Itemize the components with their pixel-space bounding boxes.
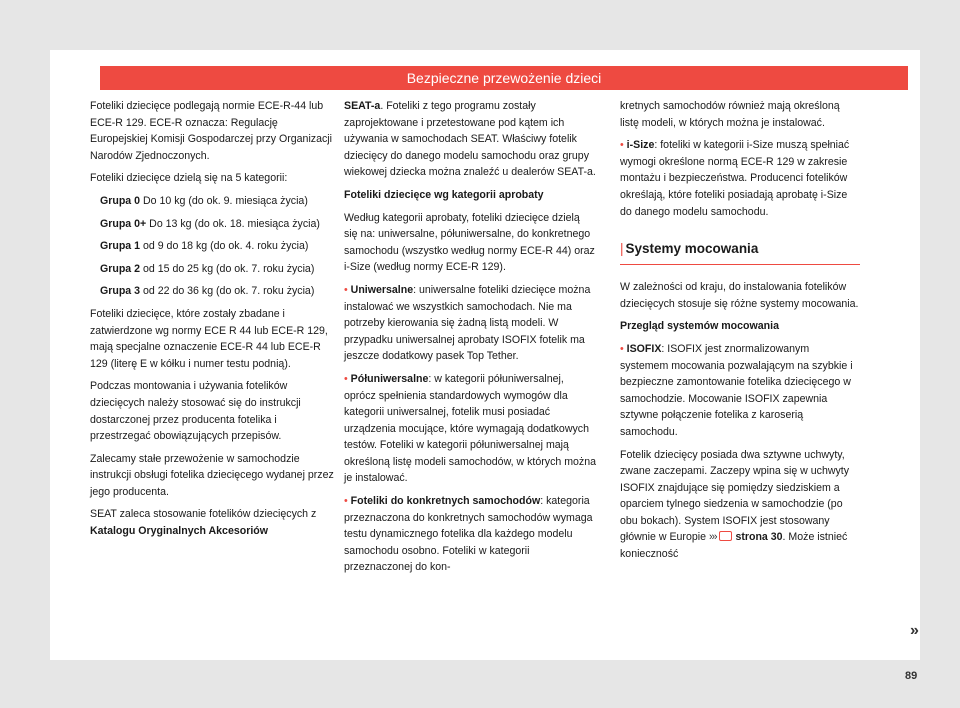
- reference-arrows-icon: ›››: [708, 531, 717, 544]
- bullet-item: [620, 137, 860, 220]
- catalog-name: Katalogu Oryginalnych Akcesoriów: [90, 525, 268, 538]
- column-right: [620, 98, 860, 569]
- group-item: [90, 261, 335, 278]
- bullet-item: [344, 371, 596, 487]
- paragraph: [620, 447, 860, 563]
- paragraph: Foteliki dziecięce dzielą się na 5 kategorii:: [90, 172, 288, 185]
- subheading: Foteliki dziecięce wg kategorii aprobaty: [344, 188, 544, 201]
- manual-page: [50, 50, 920, 682]
- bullet-icon: •: [620, 139, 624, 152]
- paragraph: [90, 506, 335, 539]
- page-header: Bezpieczne przewożenie dzieci: [100, 66, 908, 90]
- bullet-term: i-Size: [626, 139, 655, 152]
- paragraph: Foteliki dziecięce podlegają normie ECE-R-44 lub ECE-R 129. ECE-R oznacza: Regulację Europejskiej Komisji Gospodarczej przy Organizacji Narodów Zjednoczonych.: [90, 100, 332, 162]
- paragraph: Według kategorii aprobaty, foteliki dziecięce dzielą się na: uniwersalne, półuniwersalne, do konkretnego samochodu (wszystko według normy ECE-R 44) oraz i-Size (według normy ECE-R 129).: [344, 211, 595, 274]
- group-desc: Do 13 kg (do ok. 18. miesiąca życia): [146, 217, 320, 230]
- bullet-text: : kategoria przeznaczona do konkretnych samochodów wymaga testu dynamicznego fotelika dla każdego modelu samochodu osobno. Foteliki w kategorii przeznaczonej do kon-: [344, 495, 593, 574]
- paragraph: W zależności od kraju, do instalowania fotelików dziecięcych stosuje się różne systemy mocowania.: [620, 281, 859, 310]
- bullet-term: Foteliki do konkretnych samochodów: [350, 495, 541, 508]
- bullet-item: [344, 282, 596, 365]
- section-title: Systemy mocowania: [625, 241, 759, 257]
- bullet-item: [344, 493, 596, 576]
- bullet-text: : uniwersalne foteliki dziecięce można instalować we wszystkich samochodach. Nie ma potrzeby kierowania się żadną listą modeli. W przypadku uniwersalnej aprobaty ISOFIX fotelik ma jeszcze dodatkowy pasek Top Tether.: [344, 283, 591, 363]
- group-name: Grupa 2: [100, 262, 141, 275]
- bullet-term: Uniwersalne: [350, 283, 414, 296]
- group-item: [90, 216, 335, 233]
- group-desc: Do 10 kg (do ok. 9. miesiąca życia): [140, 194, 308, 207]
- group-desc: od 15 do 25 kg (do ok. 7. roku życia): [140, 262, 315, 275]
- paragraph: Zalecamy stałe przewożenie w samochodzie instrukcji obsługi fotelika dziecięcego wydanej przez jego producenta.: [90, 452, 334, 498]
- group-desc: od 22 do 36 kg (do ok. 7. roku życia): [140, 285, 315, 298]
- bullet-icon: •: [344, 372, 348, 385]
- bullet-item: [620, 341, 860, 441]
- bullet-icon: •: [620, 342, 624, 355]
- bullet-icon: •: [344, 283, 348, 296]
- paragraph: Foteliki dziecięce, które zostały zbadane i zatwierdzone wg normy ECE R 44 lub ECE-R 129, mają specjalne oznaczenie ECE-R 44 lub ECE-R 129 (literę E w kółku i numer testu podnią).: [90, 307, 328, 370]
- group-item: [90, 238, 335, 255]
- page-number: 89: [905, 670, 918, 682]
- group-name: Grupa 0: [100, 194, 141, 207]
- continue-icon: »: [910, 622, 919, 639]
- group-item: [90, 193, 335, 210]
- subheading: Przegląd systemów mocowania: [620, 320, 779, 333]
- column-middle: [344, 98, 596, 582]
- bullet-term: Półuniwersalne: [350, 372, 429, 385]
- paragraph: kretnych samochodów również mają określoną listę modeli, w których można je instalować.: [620, 100, 840, 129]
- text: . Może istnieć konieczność: [620, 531, 848, 561]
- page-reference-link[interactable]: strona 30: [735, 531, 783, 544]
- bullet-term: ISOFIX: [626, 342, 662, 355]
- section-marker: |: [620, 241, 624, 257]
- text: Fotelik dziecięcy posiada dwa sztywne uchwyty, zwane zaczepami. Zaczepy wpina się w uchwyty ISOFIX znajdujące się pomiędzy siedziskiem a oparciem tylnego siedzenia w samochodzie (po obu bokach). System ISOFIX jest stosowany głównie w Europie: [620, 448, 850, 544]
- group-name: Grupa 3: [100, 285, 141, 298]
- group-desc: od 9 do 18 kg (do ok. 4. roku życia): [140, 240, 309, 253]
- brand-name: SEAT-a: [344, 100, 381, 112]
- book-icon: [719, 531, 732, 541]
- paragraph: Podczas montowania i używania fotelików dziecięcych należy stosować się do instrukcji dostarczonej przez producenta fotelika i przestrzegać obowiązujących przepisów.: [90, 380, 301, 443]
- text: . Foteliki z tego programu zostały zaprojektowane i przetestowane pod kątem ich używania w samochodach SEAT. Właściwy fotelik dziecięcy do danego modelu samochodu oraz grupy wiekowej dziecka można znaleźć u dealerów SEAT-a.: [344, 100, 596, 179]
- bullet-text: : ISOFIX jest znormalizowanym systemem mocowania pozwalającym na szybkie i bezpieczne zamontowanie fotelika dziecięcego w samochodzie. Mocowanie ISOFIX zapewnia sztywne połączenie fotelika z karoserią samochodu.: [620, 342, 853, 438]
- group-name: Grupa 1: [100, 240, 141, 253]
- group-item: [90, 283, 335, 300]
- paragraph: [344, 98, 596, 181]
- column-left: [90, 98, 335, 546]
- bullet-text: : w kategorii półuniwersalnej, oprócz spełnienia standardowych wymogów dla kategorii uniwersalnej, fotelik musi posiadać urządzenia mocujące, które wymagają dodatkowych testów. Foteliki w kategorii półuniwersalnej mają określoną listę modeli samochodów, w których można je instalować.: [344, 372, 597, 485]
- bullet-icon: •: [344, 495, 348, 508]
- section-heading: [620, 240, 860, 265]
- text: SEAT zaleca stosowanie fotelików dziecięcych z: [90, 508, 317, 521]
- bullet-text: : foteliki w kategorii i-Size muszą spełniać wymogi określone normą ECE-R 129 w zakresie montażu i bezpieczeństwa. Producenci fotelików określają, które foteliki posiadają aprobatę i-Size do danego modelu samochodu.: [620, 139, 850, 218]
- group-name: Grupa 0+: [100, 217, 147, 230]
